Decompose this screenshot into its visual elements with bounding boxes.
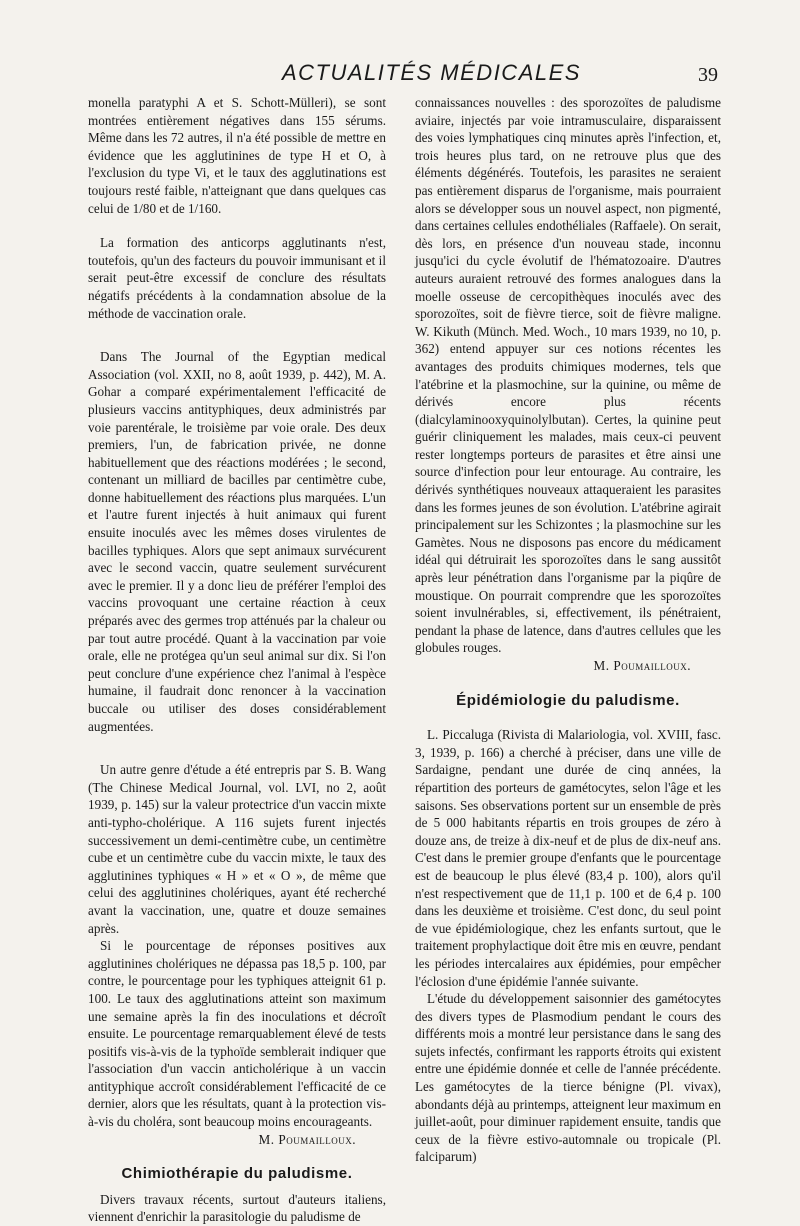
section-title: Épidémiologie du paludisme. [456, 691, 680, 709]
paragraph: L'étude du développement saisonnier des gamétocytes des divers types de Plasmodium pendant le cours des différents mois a montré leur persistance dans le sang des sujets infectés, confirmant les rapports étroits qui existent entre une épidémie donnée et celle de l'année précédente. Les gamétocytes de la tierce bénigne (Pl. vivax), abondants déjà au printemps, atteignent leur maximum en juillet-août, pour diminuer rapidement ensuite, tandis que ceux de la fièvre estivo-automnale ou tropicale (Pl. falciparum) [415, 991, 721, 1165]
paragraph: Divers travaux récents, surtout d'auteurs italiens, viennent d'enrichir la parasitologie du paludisme de [88, 1191, 386, 1225]
author-signature: M. Poumailloux. [258, 1131, 356, 1147]
paragraph: La formation des anticorps agglutinants n'est, toutefois, qu'un des facteurs du pouvoir immunisant et il serait peut-être excessif de conclure des résultats négatifs précédents à la condamnation absolue de la méthode de vaccination orale. [88, 235, 386, 321]
page-number: 39 [698, 64, 718, 86]
paragraph: monella paratyphi A et S. Schott-Mülleri), se sont montrées entièrement négatives dans 155 sérums. Même dans les 72 autres, il n'a été possible de mettre en évidence que les agglutinines de type H et O, à l'exclusion du type Vi, et le taux des agglutinations est toujours resté faible, n'atteignant que dans quelques cas celui de 1/80 et de 1/160. [88, 95, 386, 216]
paragraph: Si le pourcentage de réponses positives aux agglutinines cholériques ne dépassa pas 18,5 p. 100, par contre, le pourcentage pour les typhiques atteignit 61 p. 100. Le taux des agglutinations atteint son maximum une semaine après la fin des inoculations et décroît ensuite. Le pourcentage remarquablement élevé de tests positifs vis-à-vis de la typhoïde semblerait indiquer que l'association d'un vaccin anticholérique à un vaccin antityphique accroît considérablement l'efficacité de ce dernier, alors que les résultats, quant à la protection vis-à-vis du choléra, sont beaucoup moins encourageants. [88, 938, 386, 1130]
paragraph: Un autre genre d'étude a été entrepris par S. B. Wang (The Chinese Medical Journal, vol. LVI, no 2, août 1939, p. 145) sur la valeur protectrice d'un vaccin mixte anti-typho-cholérique. A 116 sujets furent injectés successivement un demi-centimètre cube, un centimètre cube et un centimètre cube du vaccin mixte, le taux des agglutinines typhiques « H » et « O », de même que celui des agglutinines cholériques, ayant été recherché avant la vaccination, une, quatre et douze semaines après. [88, 762, 386, 936]
section-title: Chimiothérapie du paludisme. [121, 1165, 353, 1183]
page-header [0, 56, 800, 92]
author-signature: M. Poumailloux. [593, 658, 691, 673]
paragraph: connaissances nouvelles : des sporozoïtes de paludisme aviaire, injectés par voie intramusculaire, disparaissent des voies lymphatiques cinq minutes après l'infection, et, trois heures plus tard, on ne retrouve plus que des éléments dégénérés. Toutefois, les parasites ne seraient pas entièrement disparus de l'organisme, mais pourraient alors se développer sous un nouvel aspect, non pigmenté, dans certaines cellules endothéliales (Raffaele). On serait, dès lors, en présence d'un nouveau stade, inconnu jusqu'ici du cycle évolutif de l'hématozoaire. D'autres auteurs auraient retrouvé des formes analogues dans la moelle osseuse de cercopithèques inoculés avec des sporozoïtes, soit de fièvre tierce, soit de fièvre maligne. W. Kikuth (Münch. Med. Woch., 10 mars 1939, no 10, p. 362) entend appuyer sur ces notions récentes les avantages des produits chimiques modernes, tels que l'atébrine et la plasmochine, sur la quinine, ou même de dérivés encore plus récents (dialcylaminooxyquinolylbutan). Certes, la quinine peut guérir cliniquement les malades, mais ceux-ci peuvent rester longtemps porteurs de parasites et être ainsi une source d'infection pour leur entourage. Au contraire, les dérivés synthétiques nouveaux attaqueraient les parasites dans les formes jeunes de son évolution. L'atébrine agirait principalement sur les Schizontes ; la plasmochine sur les Gamètes. Nous ne disposons pas encore du médicament idéal qui détruirait les sporozoïtes dans le sang aussitôt après leur pénétration dans l'organisme par la piqûre de moustique. On pourrait comprendre que les sporozoïtes soient invulnérables, si, effectivement, ils pénétraient, pendant la phase de latence, dans d'autres cellules que les globules rouges. [415, 95, 721, 656]
running-title: ACTUALITÉS MÉDICALES [282, 60, 581, 85]
left-column [88, 94, 386, 1226]
right-column [415, 94, 721, 1166]
paragraph: L. Piccaluga (Rivista di Malariologia, vol. XVIII, fasc. 3, 1939, p. 166) a cherché à préciser, dans une ville de Sardaigne, pendant une durée de cinq années, la répartition des porteurs de gamétocytes, selon l'âge et les saisons. Ses observations portent sur un ensemble de près de 5 000 habitants répartis en trois groupes de zéro à douze ans, de treize à dix-neuf et de plus de dix-neuf ans. C'est dans le premier groupe d'enfants que le pourcentage est de beaucoup le plus élevé (83,4 p. 100), alors qu'il n'est respectivement que de 11,1 p. 100 et de 6,4 p. 100 dans les deuxième et troisième. C'est donc, du seul point de vue épidémiologique, chez les enfants surtout, que le traitement prophylactique doit être mis en œuvre, pendant les périodes intercalaires aux épidémies, pour empêcher l'éclosion d'une épidémie l'année suivante. [415, 727, 721, 989]
paragraph: Dans The Journal of the Egyptian medical Association (vol. XXII, no 8, août 1939, p. 442), M. A. Gohar a comparé expérimentalement l'efficacité de plusieurs vaccins antityphiques, deux administrés par voie parentérale, le troisième par voie orale. Des deux premiers, l'un, de fabrication privée, ne donne habituellement que des réactions modérées ; le second, contenant un milliard de bacilles par centimètre cube, donne habituellement des réactions plus marquées. L'un et l'autre furent injectés à huit animaux qui furent ensuite inoculés avec les mêmes doses virulentes de bacilles typhiques. Alors que sept animaux survécurent avec le second vaccin, quatre seulement survécurent avec le premier. Il y a donc lieu de préférer l'emploi des vaccins provoquant une certaine réaction à ceux préparés avec des germes trop atténués par la chaleur ou par tout autre procédé. Quant à la vaccination par voie orale, elle ne protégea qu'un seul animal sur dix. Si l'on peut conclure d'une expérience chez l'animal à l'espèce humaine, il faudrait donc renoncer à la vaccination buccale ou utiliser des doses considérablement augmentées. [88, 349, 386, 734]
